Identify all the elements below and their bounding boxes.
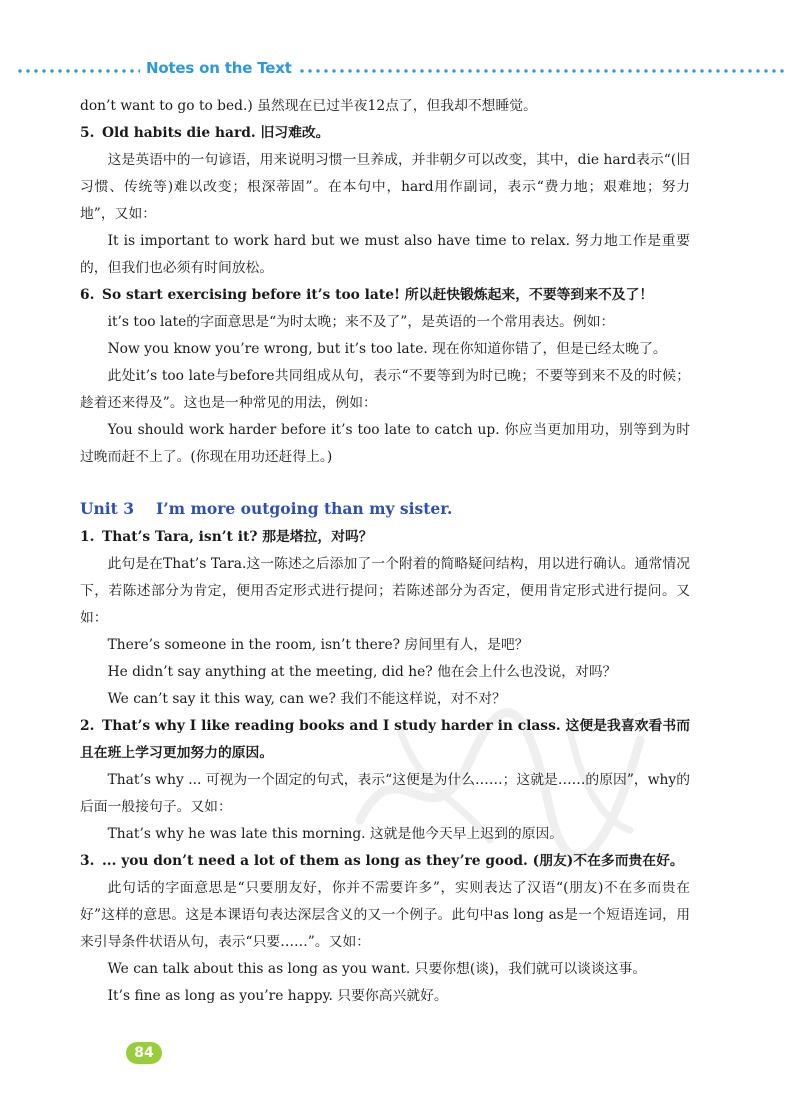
note-6-example-2: You should work harder before it’s too late to catch up. 你应当更加用功，别等到为时过晚而赶不上了。(你现在用功还赶得上。) [80, 422, 690, 465]
note-heading-text: So start exercising before it’s too late! 所以赶快锻炼起来，不要等到来不及了！ [102, 287, 654, 303]
unit3-note-2-example: That’s why he was late this morning. 这就是他今天早上迟到的原因。 [107, 826, 564, 842]
example-sentence: There’s someone in the room, isn’t there? 房间里有人，是吧？ [107, 637, 529, 653]
note-6-explanation-1: it’s too late的字面意思是“为时太晚；来不及了”，是英语的一个常用表达。例如： [107, 314, 615, 330]
note-number: 5. [80, 125, 95, 141]
unit3-note-2-explanation: That’s why ... 可视为一个固定的句式，表示“这便是为什么……；这就是……的原因”，why的后面一般接句子。又如： [80, 772, 690, 815]
note-number: 2. [80, 718, 95, 734]
note-number: 1. [80, 529, 95, 545]
example-sentence: We can’t say it this way, can we? 我们不能这样说，对不对？ [107, 691, 506, 707]
note-heading-text: Old habits die hard. 旧习难改。 [102, 125, 330, 141]
note-heading-text: ... you don’t need a lot of them as long as they’re good. (朋友)不在多而贵在好。 [102, 853, 684, 869]
note-heading-text: That’s why I like reading books and I study harder in class. 这便是我喜欢看书而且在班上学习更加努力的原因。 [80, 718, 690, 761]
example-sentence: It’s fine as long as you’re happy. 只要你高兴就好。 [107, 988, 448, 1004]
unit3-note-2-heading [80, 713, 690, 767]
unit3-note-3-explanation: 此句话的字面意思是“只要朋友好，你并不需要许多”，实则表达了汉语“(朋友)不在多而贵在好”这样的意思。这是本课语句表达深层含义的又一个例子。此句中as long as是一个短语连词，用来引导条件状语从句，表示“只要……”。又如： [80, 880, 690, 950]
note-heading-text: That’s Tara, isn’t it? 那是塔拉，对吗？ [102, 529, 373, 545]
example-sentence: We can talk about this as long as you want. 只要你想(谈)，我们就可以谈谈这事。 [107, 961, 647, 977]
note-number: 6. [80, 287, 95, 303]
note-5-example: It is important to work hard but we must also have time to relax. 努力地工作是重要的，但我们也必须有时间放松。 [80, 233, 690, 276]
note-6-heading [80, 282, 690, 309]
unit-label: Unit 3 [80, 499, 135, 518]
running-header [0, 58, 800, 82]
note-5-explanation: 这是英语中的一句谚语，用来说明习惯一旦养成，并非朝夕可以改变，其中，die hard表示“(旧习惯、传统等)难以改变；根深蒂固”。在本句中，hard用作副词，表示“费力地；艰难地；努力地”，又如： [80, 152, 690, 222]
page-content [80, 93, 690, 1010]
header-dotted-rule-right [298, 69, 788, 73]
unit3-note-3-heading [80, 848, 690, 875]
header-title: Notes on the Text [146, 59, 292, 77]
unit-heading [80, 495, 690, 522]
note-6-example-1: Now you know you’re wrong, but it’s too late. 现在你知道你错了，但是已经太晚了。 [107, 341, 667, 357]
unit3-note-1-explanation: 此句是在That’s Tara.这一陈述之后添加了一个附着的简略疑问结构，用以进行确认。通常情况下，若陈述部分为肯定，便用否定形式进行提问；若陈述部分为否定，便用肯定形式进行提问。又如： [80, 556, 690, 626]
unit-title: I’m more outgoing than my sister. [156, 499, 453, 518]
continuation-text: don’t want to go to bed.) 虽然现在已过半夜12点了，但我却不想睡觉。 [80, 98, 537, 114]
page-number-badge: 84 [126, 1042, 162, 1064]
note-number: 3. [80, 853, 95, 869]
note-5-heading [80, 120, 690, 147]
note-6-explanation-2: 此处it’s too late与before共同组成从句，表示“不要等到为时已晚；不要等到来不及的时候；趁着还来得及”。这也是一种常见的用法，例如： [80, 368, 690, 411]
unit3-note-1-heading [80, 524, 690, 551]
example-sentence: He didn’t say anything at the meeting, did he? 他在会上什么也没说，对吗？ [107, 664, 617, 680]
header-dotted-rule-left [16, 69, 140, 73]
